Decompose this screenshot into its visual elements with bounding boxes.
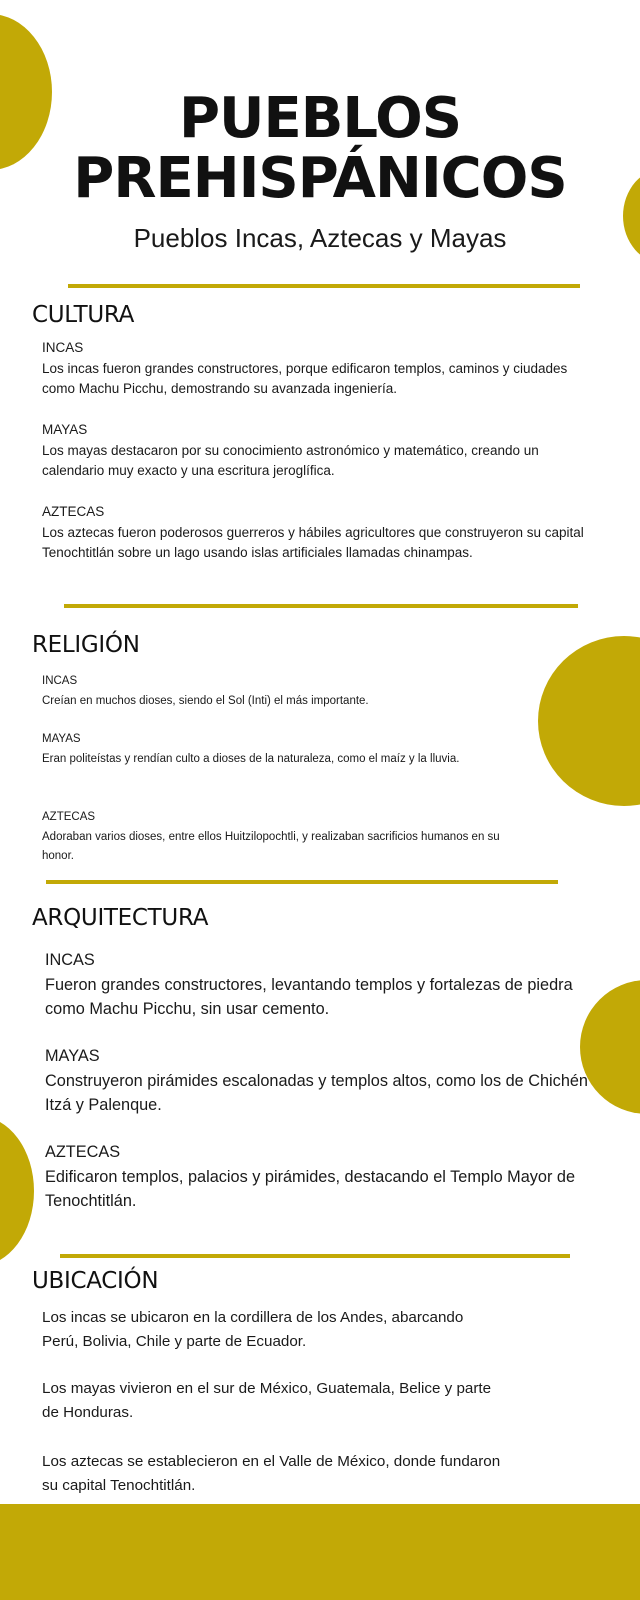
arquitectura-aztecas [45, 1140, 605, 1214]
item-label: MAYAS [42, 422, 88, 437]
religion-mayas [42, 730, 522, 769]
item-label: MAYAS [42, 733, 81, 745]
section-heading-ubicacion: UBICACIÓN [32, 1268, 159, 1294]
divider [68, 284, 580, 288]
item-text: Los incas fueron grandes constructores, porque edificaron templos, caminos y ciudades como Machu Picchu, demostrando su avanzada ingeniería. [42, 360, 568, 396]
arquitectura-incas [45, 948, 605, 1022]
decorative-circle [538, 636, 640, 806]
cultura-aztecas [42, 502, 602, 564]
item-label: AZTECAS [45, 1143, 121, 1161]
item-text: Construyeron pirámides escalonadas y templos altos, como los de Chichén Itzá y Palenque. [45, 1071, 588, 1114]
section-heading-religion: RELIGIÓN [32, 632, 140, 658]
item-label: AZTECAS [42, 504, 105, 519]
item-text: Eran politeístas y rendían culto a dioses de la naturaleza, como el maíz y la lluvia. [42, 752, 460, 765]
divider [60, 1254, 570, 1258]
item-label: INCAS [42, 340, 84, 355]
item-text: Creían en muchos dioses, siendo el Sol (Inti) el más importante. [42, 694, 369, 707]
item-label: INCAS [45, 951, 95, 969]
item-text: Edificaron templos, palacios y pirámides, destacando el Templo Mayor de Tenochtitlán. [45, 1167, 576, 1210]
item-text: Fueron grandes constructores, levantando templos y fortalezas de piedra como Machu Picchu, sin usar cemento. [45, 975, 573, 1018]
section-heading-arquitectura: ARQUITECTURA [32, 905, 209, 931]
item-text: Los aztecas fueron poderosos guerreros y hábiles agricultores que construyeron su capital Tenochtitlán sobre un lago usando islas artificiales llamadas chinampas. [42, 524, 584, 560]
item-label: INCAS [42, 675, 78, 687]
page-title-line1: PUEBLOS [178, 86, 462, 151]
item-label: MAYAS [45, 1047, 100, 1065]
item-text: Los mayas destacaron por su conocimiento astronómico y matemático, creando un calendario muy exacto y una escritura jeroglífica. [42, 442, 539, 478]
footer-band [0, 1504, 640, 1600]
ubicacion-incas: Los incas se ubicaron en la cordillera de los Andes, abarcando Perú, Bolivia, Chile y parte de Ecuador. [42, 1309, 464, 1350]
religion-aztecas [42, 808, 522, 867]
ubicacion-mayas: Los mayas vivieron en el sur de México, Guatemala, Belice y parte de Honduras. [42, 1380, 492, 1421]
religion-incas [42, 672, 522, 711]
cultura-incas [42, 338, 602, 400]
page-subtitle: Pueblos Incas, Aztecas y Mayas [133, 223, 507, 253]
cultura-mayas [42, 420, 602, 482]
divider [46, 880, 558, 884]
page-title-line2: PREHISPÁNICOS [73, 146, 567, 211]
item-text: Adoraban varios dioses, entre ellos Huitzilopochtli, y realizaban sacrificios humanos en su honor. [42, 830, 500, 862]
section-heading-cultura: CULTURA [32, 302, 135, 328]
divider [64, 604, 578, 608]
arquitectura-mayas [45, 1044, 605, 1118]
decorative-circle [0, 1116, 34, 1266]
item-label: AZTECAS [42, 811, 96, 823]
ubicacion-aztecas: Los aztecas se establecieron en el Valle de México, donde fundaron su capital Tenochtitlán. [42, 1453, 501, 1494]
